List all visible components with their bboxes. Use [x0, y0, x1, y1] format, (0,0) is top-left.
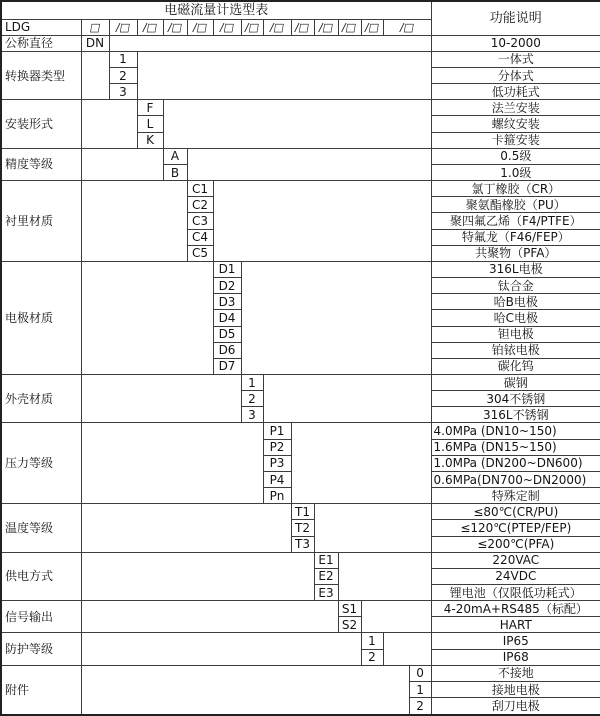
table-row — [1, 504, 600, 520]
option-desc: 4-20mA+RS485（标配） — [431, 601, 600, 617]
option-code: Pn — [263, 488, 291, 504]
option-code: D3 — [213, 294, 241, 310]
option-code: C3 — [187, 213, 213, 229]
spacer-cell — [81, 504, 291, 552]
category-label: 压力等级 — [1, 423, 81, 504]
option-code: 3 — [241, 407, 263, 423]
function-column-header: 功能说明 — [431, 1, 600, 35]
category-label: 附件 — [1, 665, 81, 715]
option-desc: 1.6MPa (DN15~150) — [431, 439, 600, 455]
option-code: E3 — [314, 585, 338, 601]
option-code: C1 — [187, 181, 213, 197]
option-code: 1 — [361, 633, 383, 649]
option-code: 1 — [109, 51, 137, 67]
option-code: 3 — [109, 84, 137, 100]
checkbox-icon: /□ — [398, 20, 416, 34]
option-code: L — [137, 116, 163, 132]
category-label: 衬里材质 — [1, 181, 81, 262]
spacer-cell — [81, 374, 241, 422]
checkbox-icon: /□ — [363, 20, 381, 34]
option-code: C5 — [187, 245, 213, 261]
table-row — [1, 100, 600, 116]
spacer-cell — [81, 633, 361, 665]
option-code: P2 — [263, 439, 291, 455]
option-code: S1 — [338, 601, 361, 617]
option-code: D2 — [213, 278, 241, 294]
option-desc: 220VAC — [431, 552, 600, 568]
checkbox-icon: /□ — [243, 20, 261, 34]
option-desc: ≤80℃(CR/PU) — [431, 504, 600, 520]
table-row — [1, 148, 600, 164]
option-code: E2 — [314, 568, 338, 584]
option-desc: 锂电池（仅限低功耗式） — [431, 585, 600, 601]
option-code: P4 — [263, 471, 291, 487]
spacer-cell — [81, 148, 163, 180]
spacer-cell — [163, 100, 431, 148]
table-row — [1, 374, 600, 390]
checkbox-icon: /□ — [114, 20, 132, 34]
option-desc: 哈C电极 — [431, 310, 600, 326]
category-label: 精度等级 — [1, 148, 81, 180]
table-row — [1, 552, 600, 568]
model-slot-box — [213, 19, 241, 35]
category-label: 外壳材质 — [1, 374, 81, 422]
title-row — [1, 1, 600, 19]
option-desc: 0.6MPa(DN700~DN2000) — [431, 471, 600, 487]
table-row — [1, 261, 600, 277]
option-code: D6 — [213, 342, 241, 358]
option-code: 2 — [361, 649, 383, 665]
option-desc: 1.0级 — [431, 164, 600, 180]
option-desc: 铂铱电极 — [431, 342, 600, 358]
option-code: T3 — [291, 536, 314, 552]
spacer-cell — [361, 601, 431, 633]
model-slot-box — [383, 19, 431, 35]
option-desc: ≤120℃(PTEP/FEP) — [431, 520, 600, 536]
category-label: 电极材质 — [1, 261, 81, 374]
option-desc: 特殊定制 — [431, 488, 600, 504]
option-desc: 哈B电极 — [431, 294, 600, 310]
model-prefix: LDG — [1, 19, 81, 35]
option-code: 2 — [241, 391, 263, 407]
option-desc: 10-2000 — [431, 35, 600, 51]
option-code: D4 — [213, 310, 241, 326]
option-desc: 螺纹安装 — [431, 116, 600, 132]
checkbox-icon: □ — [88, 20, 102, 34]
option-code: 0 — [409, 665, 431, 681]
table-row — [1, 633, 600, 649]
option-desc: 碳钢 — [431, 374, 600, 390]
option-desc: 聚氨酯橡胶（PU） — [431, 197, 600, 213]
option-code: D5 — [213, 326, 241, 342]
option-code: D7 — [213, 358, 241, 374]
option-desc: 碳化钨 — [431, 358, 600, 374]
option-code: P3 — [263, 455, 291, 471]
option-code: F — [137, 100, 163, 116]
spacer-cell — [81, 423, 263, 504]
option-desc: 聚四氟乙烯（F4/PTFE） — [431, 213, 600, 229]
option-desc: IP65 — [431, 633, 600, 649]
option-desc: 钛合金 — [431, 278, 600, 294]
spacer-cell — [213, 181, 431, 262]
option-desc: 316L电极 — [431, 261, 600, 277]
category-label: 供电方式 — [1, 552, 81, 600]
spacer-cell — [109, 35, 431, 51]
table-row — [1, 181, 600, 197]
model-slot-box — [187, 19, 213, 35]
checkbox-icon: /□ — [294, 20, 311, 34]
option-desc: 刮刀电极 — [431, 698, 600, 715]
option-desc: 304不锈钢 — [431, 391, 600, 407]
option-code: 1 — [409, 681, 431, 697]
model-slot-box — [109, 19, 137, 35]
option-code: C4 — [187, 229, 213, 245]
option-code: DN — [81, 35, 109, 51]
checkbox-icon: /□ — [166, 20, 184, 34]
option-desc: 共聚物（PFA） — [431, 245, 600, 261]
option-desc: 4.0MPa (DN10~150) — [431, 423, 600, 439]
table-row — [1, 51, 600, 67]
option-desc: 特氟龙（F46/FEP） — [431, 229, 600, 245]
option-code: A — [163, 148, 187, 164]
spacer-cell — [81, 601, 338, 633]
option-desc: 不接地 — [431, 665, 600, 681]
spacer-cell — [338, 552, 431, 600]
option-desc: IP68 — [431, 649, 600, 665]
option-code: C2 — [187, 197, 213, 213]
model-slot-box — [338, 19, 361, 35]
model-slot-box — [361, 19, 383, 35]
model-slot-box — [263, 19, 291, 35]
category-label: 信号输出 — [1, 601, 81, 633]
checkbox-icon: /□ — [317, 20, 335, 34]
option-code: S2 — [338, 617, 361, 633]
option-desc: 24VDC — [431, 568, 600, 584]
category-label: 安装形式 — [1, 100, 81, 148]
option-code: 1 — [241, 374, 263, 390]
option-desc: 法兰安装 — [431, 100, 600, 116]
option-desc: 低功耗式 — [431, 84, 600, 100]
table-row — [1, 35, 600, 51]
spacer-cell — [187, 148, 431, 180]
table-row — [1, 423, 600, 439]
option-desc: 接地电极 — [431, 681, 600, 697]
category-label: 公称直径 — [1, 35, 81, 51]
category-label: 防护等级 — [1, 633, 81, 665]
table-row — [1, 601, 600, 617]
option-desc: 氯丁橡胶（CR） — [431, 181, 600, 197]
spacer-cell — [137, 51, 431, 99]
spacer-cell — [81, 181, 187, 262]
option-code: 2 — [409, 698, 431, 715]
model-slot-box — [314, 19, 338, 35]
option-code: D1 — [213, 261, 241, 277]
checkbox-icon: /□ — [141, 20, 159, 34]
model-first-box — [81, 19, 109, 35]
spacer-cell — [81, 552, 314, 600]
spacer-cell — [241, 261, 431, 374]
option-code: E1 — [314, 552, 338, 568]
table-title: 电磁流量计选型表 — [1, 1, 431, 19]
spacer-cell — [383, 633, 431, 665]
spacer-cell — [81, 100, 137, 148]
option-desc: 钽电极 — [431, 326, 600, 342]
spacer-cell — [291, 423, 431, 504]
model-slot-box — [291, 19, 314, 35]
model-slot-box — [137, 19, 163, 35]
option-code: B — [163, 164, 187, 180]
option-desc: HART — [431, 617, 600, 633]
option-code: T1 — [291, 504, 314, 520]
option-code: K — [137, 132, 163, 148]
table-row — [1, 665, 600, 681]
model-slot-box — [241, 19, 263, 35]
spacer-cell — [81, 665, 409, 715]
option-desc: 卡箍安装 — [431, 132, 600, 148]
spacer-cell — [81, 261, 213, 374]
checkbox-icon: /□ — [218, 20, 236, 34]
model-slot-box — [163, 19, 187, 35]
checkbox-icon: /□ — [341, 20, 358, 34]
category-label: 温度等级 — [1, 504, 81, 552]
option-desc: 一体式 — [431, 51, 600, 67]
option-desc: 316L不锈钢 — [431, 407, 600, 423]
option-desc: ≤200℃(PFA) — [431, 536, 600, 552]
spacer-cell — [263, 374, 431, 422]
option-desc: 0.5级 — [431, 148, 600, 164]
category-label: 转换器类型 — [1, 51, 81, 99]
option-code: T2 — [291, 520, 314, 536]
spacer-cell — [314, 504, 431, 552]
checkbox-icon: /□ — [268, 20, 286, 34]
option-code: 2 — [109, 68, 137, 84]
option-code: P1 — [263, 423, 291, 439]
spacer-cell — [81, 51, 109, 99]
checkbox-icon: /□ — [191, 20, 209, 34]
option-desc: 1.0MPa (DN200~DN600) — [431, 455, 600, 471]
option-desc: 分体式 — [431, 68, 600, 84]
